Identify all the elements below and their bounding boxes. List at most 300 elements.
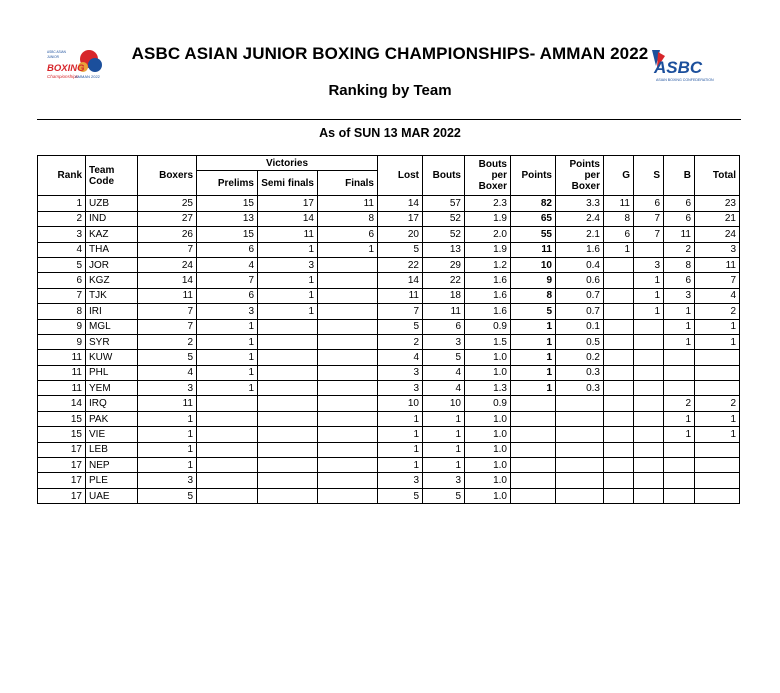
cell-team-code: JOR: [86, 257, 138, 272]
table-row: [38, 196, 740, 211]
cell-rank: 9: [38, 334, 86, 349]
cell-bronze: 1: [664, 427, 695, 442]
table-row: [38, 273, 740, 288]
cell-total: 2: [695, 304, 740, 319]
cell-prelims: 6: [197, 288, 258, 303]
cell-bronze: [664, 458, 695, 473]
cell-points-per-boxer: 0.3: [556, 365, 604, 380]
cell-lost: 17: [378, 211, 423, 226]
cell-boxers: 3: [138, 381, 197, 396]
header-team-code: Team Code: [86, 156, 138, 196]
cell-points: [511, 442, 556, 457]
cell-silver: [634, 396, 664, 411]
cell-silver: [634, 442, 664, 457]
table-row: [38, 458, 740, 473]
cell-semi-finals: [258, 427, 318, 442]
page-subtitle: Ranking by Team: [328, 82, 452, 99]
cell-prelims: 13: [197, 211, 258, 226]
cell-prelims: 1: [197, 350, 258, 365]
cell-boxers: 11: [138, 396, 197, 411]
cell-rank: 11: [38, 365, 86, 380]
cell-finals: [318, 350, 378, 365]
cell-prelims: [197, 427, 258, 442]
cell-lost: 5: [378, 488, 423, 503]
cell-boxers: 7: [138, 304, 197, 319]
cell-points-per-boxer: [556, 411, 604, 426]
cell-bouts-per-boxer: 1.3: [465, 381, 511, 396]
cell-finals: [318, 365, 378, 380]
cell-finals: [318, 319, 378, 334]
cell-semi-finals: [258, 396, 318, 411]
cell-boxers: 3: [138, 473, 197, 488]
cell-lost: 3: [378, 365, 423, 380]
cell-total: 1: [695, 334, 740, 349]
cell-team-code: PHL: [86, 365, 138, 380]
cell-points: 8: [511, 288, 556, 303]
cell-bouts-per-boxer: 0.9: [465, 396, 511, 411]
table-row: [38, 473, 740, 488]
header-bouts-per-boxer: Bouts per Boxer: [465, 156, 511, 196]
cell-boxers: 7: [138, 242, 197, 257]
cell-team-code: VIE: [86, 427, 138, 442]
header-lost: Lost: [378, 156, 423, 196]
cell-bouts-per-boxer: 1.6: [465, 273, 511, 288]
header-prelims: Prelims: [197, 171, 258, 196]
cell-prelims: 7: [197, 273, 258, 288]
table-row: [38, 257, 740, 272]
cell-gold: [604, 319, 634, 334]
cell-points: 65: [511, 211, 556, 226]
cell-lost: 5: [378, 242, 423, 257]
cell-points-per-boxer: 0.5: [556, 334, 604, 349]
cell-team-code: THA: [86, 242, 138, 257]
table-row: [38, 334, 740, 349]
cell-bouts: 52: [423, 227, 465, 242]
cell-silver: 1: [634, 288, 664, 303]
cell-silver: [634, 319, 664, 334]
cell-semi-finals: [258, 365, 318, 380]
cell-boxers: 25: [138, 196, 197, 211]
table-row: [38, 427, 740, 442]
cell-lost: 20: [378, 227, 423, 242]
cell-total: 2: [695, 396, 740, 411]
cell-rank: 6: [38, 273, 86, 288]
cell-bronze: 11: [664, 227, 695, 242]
cell-rank: 7: [38, 288, 86, 303]
cell-rank: 4: [38, 242, 86, 257]
cell-points-per-boxer: 2.1: [556, 227, 604, 242]
cell-lost: 10: [378, 396, 423, 411]
cell-bronze: 8: [664, 257, 695, 272]
cell-semi-finals: [258, 334, 318, 349]
cell-rank: 17: [38, 458, 86, 473]
table-row: [38, 350, 740, 365]
header-gold: G: [604, 156, 634, 196]
cell-rank: 11: [38, 381, 86, 396]
cell-bouts: 11: [423, 304, 465, 319]
cell-points: [511, 488, 556, 503]
cell-gold: [604, 396, 634, 411]
table-row: [38, 381, 740, 396]
cell-semi-finals: [258, 350, 318, 365]
cell-silver: 7: [634, 227, 664, 242]
cell-total: [695, 488, 740, 503]
cell-points-per-boxer: 3.3: [556, 196, 604, 211]
cell-silver: 1: [634, 273, 664, 288]
cell-rank: 2: [38, 211, 86, 226]
cell-points-per-boxer: 2.4: [556, 211, 604, 226]
cell-prelims: 1: [197, 365, 258, 380]
cell-bouts-per-boxer: 1.0: [465, 488, 511, 503]
cell-gold: [604, 350, 634, 365]
cell-team-code: IND: [86, 211, 138, 226]
header-silver: S: [634, 156, 664, 196]
cell-bouts: 1: [423, 411, 465, 426]
cell-boxers: 11: [138, 288, 197, 303]
cell-total: [695, 365, 740, 380]
cell-lost: 1: [378, 442, 423, 457]
cell-rank: 5: [38, 257, 86, 272]
cell-points-per-boxer: 1.6: [556, 242, 604, 257]
cell-gold: [604, 427, 634, 442]
cell-prelims: [197, 396, 258, 411]
cell-gold: [604, 411, 634, 426]
cell-total: 4: [695, 288, 740, 303]
cell-rank: 3: [38, 227, 86, 242]
logo-championships-text: Championships: [47, 74, 79, 79]
cell-finals: 11: [318, 196, 378, 211]
cell-bronze: 2: [664, 396, 695, 411]
cell-team-code: PLE: [86, 473, 138, 488]
cell-finals: [318, 442, 378, 457]
asbc-logo-text: ASBC: [654, 58, 703, 77]
cell-total: [695, 350, 740, 365]
cell-rank: 9: [38, 319, 86, 334]
cell-boxers: 1: [138, 427, 197, 442]
cell-silver: [634, 411, 664, 426]
cell-bouts-per-boxer: 1.0: [465, 365, 511, 380]
cell-bouts-per-boxer: 1.6: [465, 304, 511, 319]
cell-rank: 14: [38, 396, 86, 411]
cell-bouts: 1: [423, 427, 465, 442]
cell-silver: 3: [634, 257, 664, 272]
cell-bouts-per-boxer: 1.0: [465, 411, 511, 426]
cell-semi-finals: [258, 442, 318, 457]
cell-semi-finals: 1: [258, 273, 318, 288]
cell-boxers: 26: [138, 227, 197, 242]
cell-boxers: 27: [138, 211, 197, 226]
table-row: [38, 396, 740, 411]
header-points-per-boxer: Points per Boxer: [556, 156, 604, 196]
cell-total: [695, 458, 740, 473]
cell-silver: [634, 381, 664, 396]
as-of-date: As of SUN 13 MAR 2022: [319, 126, 461, 140]
cell-rank: 11: [38, 350, 86, 365]
cell-points-per-boxer: 0.7: [556, 288, 604, 303]
cell-prelims: 1: [197, 319, 258, 334]
header-bouts: Bouts: [423, 156, 465, 196]
cell-prelims: 1: [197, 334, 258, 349]
cell-gold: [604, 304, 634, 319]
cell-bouts-per-boxer: 1.0: [465, 442, 511, 457]
cell-bronze: [664, 350, 695, 365]
ranking-table-body: [38, 196, 740, 504]
cell-total: [695, 442, 740, 457]
cell-lost: 1: [378, 458, 423, 473]
cell-team-code: KUW: [86, 350, 138, 365]
cell-points: [511, 458, 556, 473]
cell-team-code: SYR: [86, 334, 138, 349]
cell-bouts: 18: [423, 288, 465, 303]
cell-finals: [318, 473, 378, 488]
cell-bronze: [664, 381, 695, 396]
cell-bouts-per-boxer: 2.3: [465, 196, 511, 211]
cell-total: [695, 381, 740, 396]
cell-boxers: 24: [138, 257, 197, 272]
cell-finals: [318, 273, 378, 288]
cell-total: 24: [695, 227, 740, 242]
cell-total: 21: [695, 211, 740, 226]
table-row: [38, 288, 740, 303]
cell-points: 10: [511, 257, 556, 272]
cell-prelims: 6: [197, 242, 258, 257]
cell-lost: 14: [378, 273, 423, 288]
cell-bouts: 4: [423, 365, 465, 380]
cell-points-per-boxer: 0.7: [556, 304, 604, 319]
cell-points: 1: [511, 319, 556, 334]
cell-finals: [318, 458, 378, 473]
cell-points-per-boxer: 0.1: [556, 319, 604, 334]
cell-bronze: 1: [664, 304, 695, 319]
header-victories: Victories: [197, 156, 378, 171]
cell-rank: 8: [38, 304, 86, 319]
cell-points: 1: [511, 334, 556, 349]
cell-prelims: 15: [197, 227, 258, 242]
cell-gold: 8: [604, 211, 634, 226]
cell-gold: [604, 334, 634, 349]
cell-silver: [634, 427, 664, 442]
cell-bronze: 6: [664, 273, 695, 288]
cell-lost: 1: [378, 427, 423, 442]
cell-points: 55: [511, 227, 556, 242]
cell-silver: 1: [634, 304, 664, 319]
cell-bouts-per-boxer: 2.0: [465, 227, 511, 242]
cell-bronze: [664, 365, 695, 380]
cell-finals: [318, 257, 378, 272]
cell-lost: 4: [378, 350, 423, 365]
cell-rank: 1: [38, 196, 86, 211]
cell-bronze: [664, 488, 695, 503]
cell-gold: 1: [604, 242, 634, 257]
cell-team-code: IRQ: [86, 396, 138, 411]
cell-bronze: [664, 473, 695, 488]
cell-boxers: 1: [138, 442, 197, 457]
cell-bouts: 6: [423, 319, 465, 334]
cell-points: 82: [511, 196, 556, 211]
cell-total: 11: [695, 257, 740, 272]
cell-points-per-boxer: 0.2: [556, 350, 604, 365]
cell-rank: 17: [38, 473, 86, 488]
cell-bouts-per-boxer: 1.5: [465, 334, 511, 349]
cell-silver: [634, 458, 664, 473]
cell-bouts-per-boxer: 1.0: [465, 350, 511, 365]
cell-bouts-per-boxer: 1.0: [465, 473, 511, 488]
table-row: [38, 304, 740, 319]
logo-boxing-text: BOXING: [47, 63, 85, 74]
cell-boxers: 7: [138, 319, 197, 334]
cell-points: 5: [511, 304, 556, 319]
cell-gold: [604, 257, 634, 272]
cell-lost: 11: [378, 288, 423, 303]
cell-boxers: 2: [138, 334, 197, 349]
cell-lost: 5: [378, 319, 423, 334]
cell-silver: [634, 473, 664, 488]
header-bronze: B: [664, 156, 695, 196]
cell-points: [511, 427, 556, 442]
cell-gold: 6: [604, 227, 634, 242]
cell-bouts: 52: [423, 211, 465, 226]
cell-bouts: 1: [423, 442, 465, 457]
cell-bouts: 5: [423, 350, 465, 365]
cell-lost: 14: [378, 196, 423, 211]
cell-finals: [318, 488, 378, 503]
table-row: [38, 488, 740, 503]
cell-prelims: [197, 411, 258, 426]
cell-bouts: 4: [423, 381, 465, 396]
cell-bronze: 6: [664, 196, 695, 211]
cell-bouts-per-boxer: 1.9: [465, 211, 511, 226]
cell-silver: 7: [634, 211, 664, 226]
cell-bronze: 6: [664, 211, 695, 226]
cell-points-per-boxer: [556, 488, 604, 503]
cell-bouts: 5: [423, 488, 465, 503]
cell-total: 7: [695, 273, 740, 288]
cell-bouts-per-boxer: 1.6: [465, 288, 511, 303]
cell-semi-finals: [258, 411, 318, 426]
cell-points-per-boxer: [556, 442, 604, 457]
cell-lost: 1: [378, 411, 423, 426]
cell-silver: [634, 334, 664, 349]
cell-finals: [318, 334, 378, 349]
cell-points: 1: [511, 365, 556, 380]
cell-team-code: MGL: [86, 319, 138, 334]
cell-lost: 2: [378, 334, 423, 349]
cell-semi-finals: [258, 319, 318, 334]
cell-finals: [318, 396, 378, 411]
cell-semi-finals: 1: [258, 304, 318, 319]
cell-prelims: [197, 473, 258, 488]
cell-points: [511, 473, 556, 488]
cell-team-code: NEP: [86, 458, 138, 473]
cell-bronze: 1: [664, 319, 695, 334]
cell-boxers: 5: [138, 488, 197, 503]
cell-points-per-boxer: [556, 396, 604, 411]
cell-finals: [318, 288, 378, 303]
cell-points-per-boxer: [556, 473, 604, 488]
cell-bouts: 29: [423, 257, 465, 272]
table-row: [38, 442, 740, 457]
cell-semi-finals: 1: [258, 242, 318, 257]
cell-team-code: UZB: [86, 196, 138, 211]
cell-bouts-per-boxer: 1.0: [465, 427, 511, 442]
cell-gold: [604, 288, 634, 303]
ranking-table: [37, 155, 740, 504]
asbc-logo-subtext: ASIAN BOXING CONFEDERATION: [656, 78, 714, 82]
cell-silver: [634, 350, 664, 365]
cell-bouts: 3: [423, 473, 465, 488]
header-points: Points: [511, 156, 556, 196]
cell-points-per-boxer: [556, 427, 604, 442]
cell-points-per-boxer: 0.3: [556, 381, 604, 396]
cell-rank: 17: [38, 442, 86, 457]
cell-semi-finals: 3: [258, 257, 318, 272]
cell-points-per-boxer: 0.4: [556, 257, 604, 272]
cell-finals: [318, 381, 378, 396]
cell-finals: 1: [318, 242, 378, 257]
header-boxers: Boxers: [138, 156, 197, 196]
cell-points: [511, 396, 556, 411]
header-finals: Finals: [318, 171, 378, 196]
cell-points-per-boxer: [556, 458, 604, 473]
cell-prelims: 3: [197, 304, 258, 319]
cell-semi-finals: 14: [258, 211, 318, 226]
cell-finals: [318, 304, 378, 319]
page-title: ASBC ASIAN JUNIOR BOXING CHAMPIONSHIPS- AMMAN 2022: [131, 44, 649, 63]
cell-team-code: IRI: [86, 304, 138, 319]
cell-bouts: 13: [423, 242, 465, 257]
cell-team-code: KAZ: [86, 227, 138, 242]
table-row: [38, 227, 740, 242]
cell-points: 11: [511, 242, 556, 257]
cell-bouts-per-boxer: 0.9: [465, 319, 511, 334]
cell-points: 9: [511, 273, 556, 288]
cell-boxers: 4: [138, 365, 197, 380]
cell-boxers: 14: [138, 273, 197, 288]
cell-finals: 8: [318, 211, 378, 226]
cell-total: 23: [695, 196, 740, 211]
cell-team-code: UAE: [86, 488, 138, 503]
cell-rank: 17: [38, 488, 86, 503]
header-rank: Rank: [38, 156, 86, 196]
cell-bronze: 2: [664, 242, 695, 257]
cell-points: 1: [511, 381, 556, 396]
logo-amman-text: AMMAN 2022: [75, 74, 100, 79]
cell-rank: 15: [38, 427, 86, 442]
cell-boxers: 5: [138, 350, 197, 365]
cell-silver: 6: [634, 196, 664, 211]
cell-silver: [634, 242, 664, 257]
cell-prelims: [197, 488, 258, 503]
cell-semi-finals: [258, 381, 318, 396]
cell-gold: 11: [604, 196, 634, 211]
cell-prelims: [197, 458, 258, 473]
cell-lost: 7: [378, 304, 423, 319]
header-total: Total: [695, 156, 740, 196]
cell-gold: [604, 473, 634, 488]
cell-total: [695, 473, 740, 488]
cell-prelims: 15: [197, 196, 258, 211]
cell-semi-finals: 11: [258, 227, 318, 242]
logo-small-text-2: JUNIOR: [47, 55, 59, 59]
table-row: [38, 242, 740, 257]
table-row: [38, 211, 740, 226]
cell-lost: 3: [378, 473, 423, 488]
cell-semi-finals: [258, 458, 318, 473]
cell-team-code: LEB: [86, 442, 138, 457]
cell-team-code: TJK: [86, 288, 138, 303]
cell-bronze: 1: [664, 411, 695, 426]
table-row: [38, 411, 740, 426]
